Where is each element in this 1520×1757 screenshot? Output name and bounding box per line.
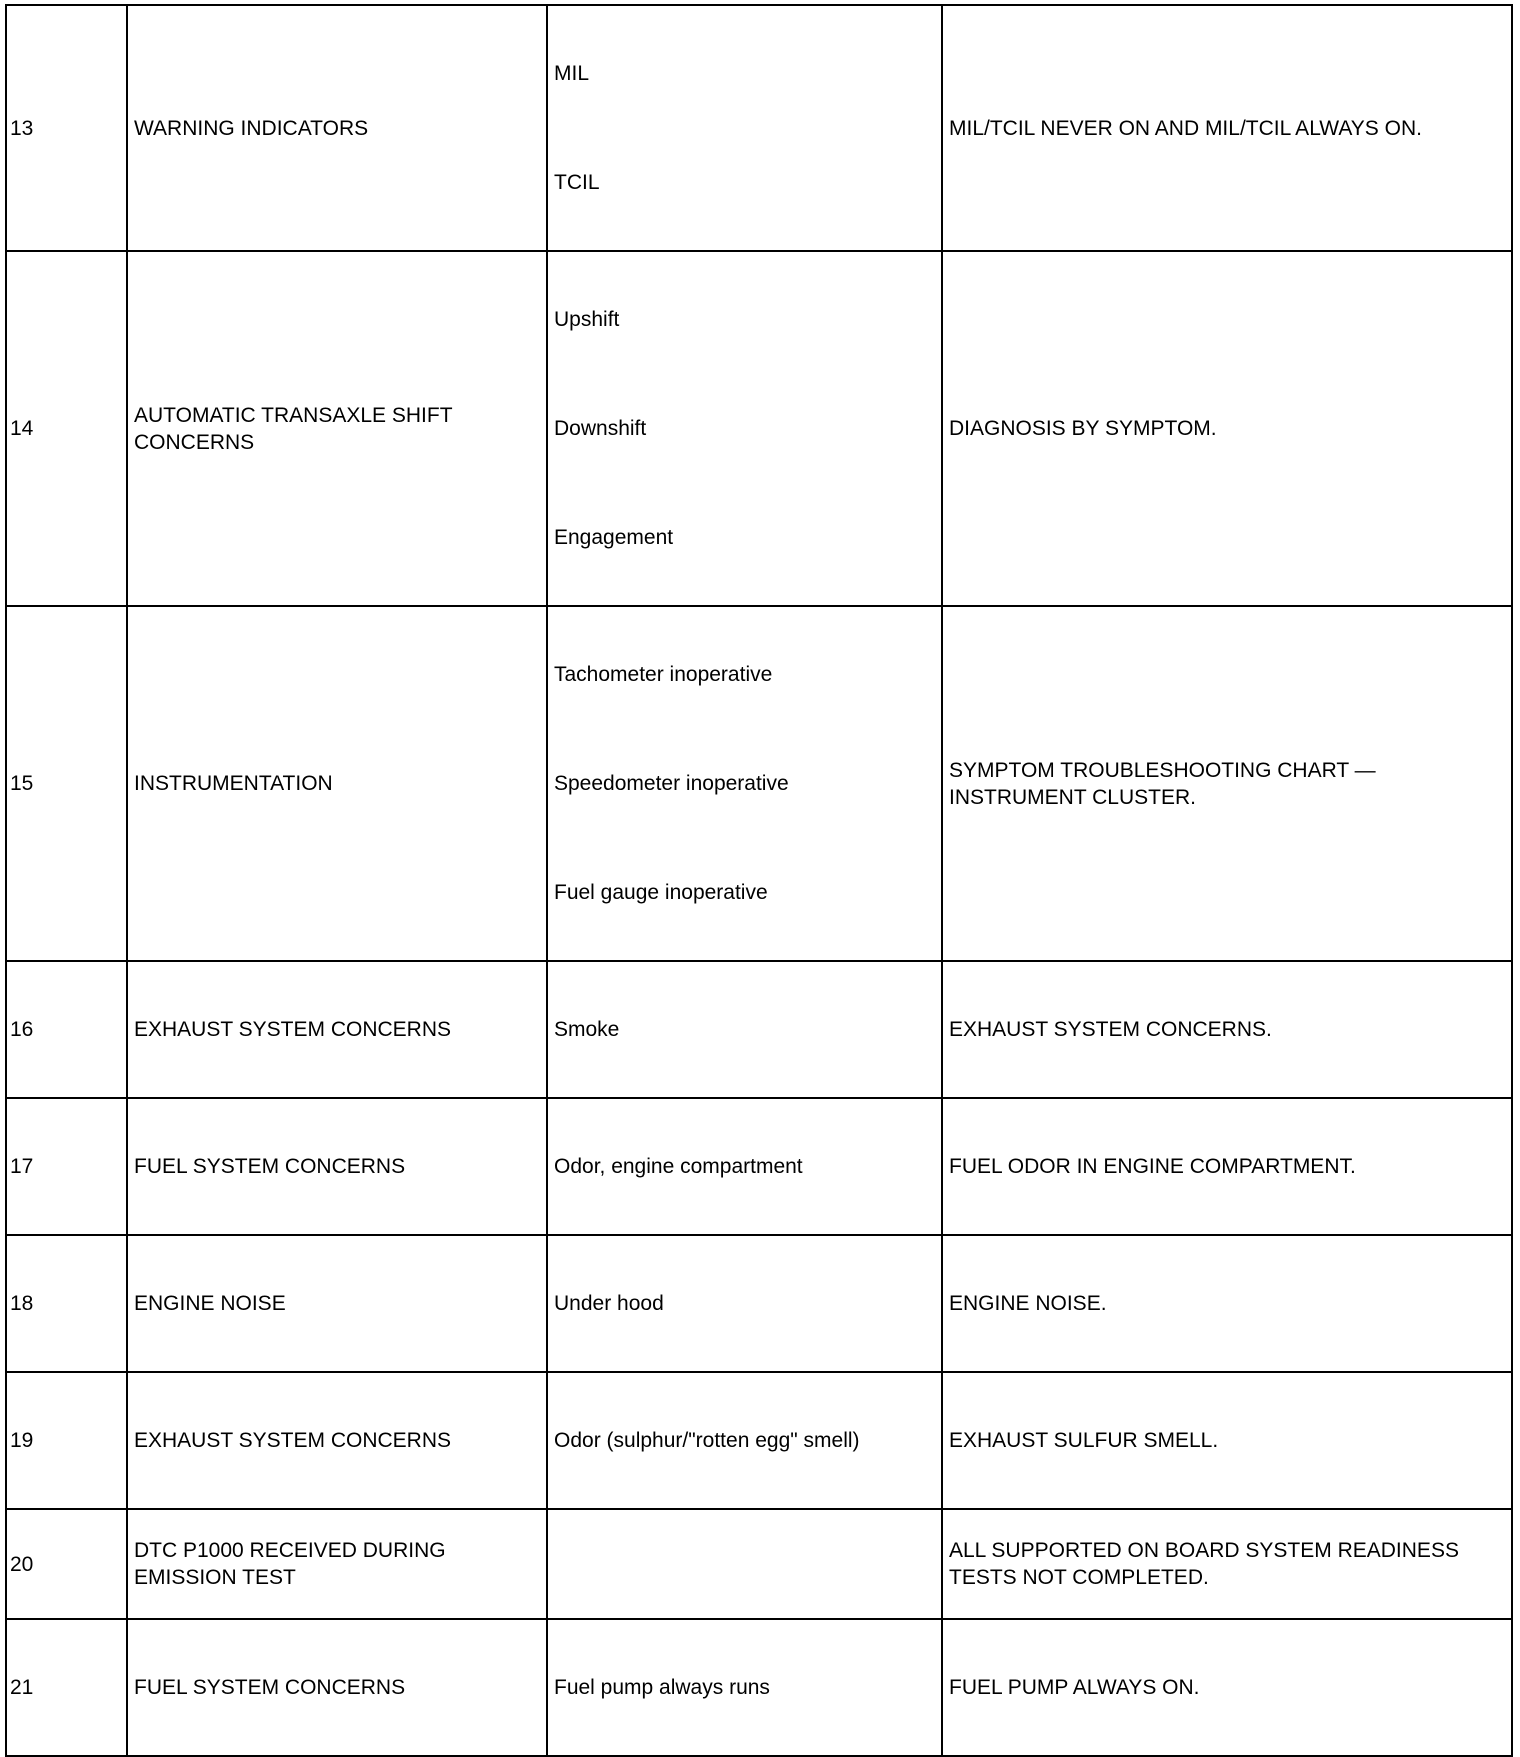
reference-cell: MIL/TCIL NEVER ON AND MIL/TCIL ALWAYS ON.	[942, 5, 1512, 251]
symptom-table-wrapper	[5, 4, 1513, 1757]
row-number: 15	[6, 606, 127, 961]
symptom-cell	[547, 1098, 942, 1235]
symptom-text: MIL	[554, 62, 590, 85]
table-row	[6, 1235, 1512, 1372]
system-cell: WARNING INDICATORS	[127, 5, 547, 251]
system-cell: EXHAUST SYSTEM CONCERNS	[127, 1372, 547, 1509]
reference-cell: FUEL ODOR IN ENGINE COMPARTMENT.	[942, 1098, 1512, 1235]
system-cell: FUEL SYSTEM CONCERNS	[127, 1619, 547, 1756]
symptom-text: Upshift	[554, 308, 620, 331]
row-number: 16	[6, 961, 127, 1098]
symptom-text: Odor (sulphur/"rotten egg" smell)	[554, 1429, 860, 1452]
symptom-cell	[547, 1619, 942, 1756]
table-row	[6, 1098, 1512, 1235]
symptom-text: Fuel gauge inoperative	[554, 881, 768, 904]
system-cell: EXHAUST SYSTEM CONCERNS	[127, 961, 547, 1098]
reference-cell: EXHAUST SULFUR SMELL.	[942, 1372, 1512, 1509]
reference-cell: FUEL PUMP ALWAYS ON.	[942, 1619, 1512, 1756]
symptom-cell	[547, 606, 942, 961]
table-row	[6, 1509, 1512, 1619]
reference-cell: ALL SUPPORTED ON BOARD SYSTEM READINESS TESTS NOT COMPLETED.	[942, 1509, 1512, 1619]
symptom-text: Downshift	[554, 417, 647, 440]
row-number: 19	[6, 1372, 127, 1509]
system-cell: AUTOMATIC TRANSAXLE SHIFT CONCERNS	[127, 251, 547, 606]
reference-cell: SYMPTOM TROUBLESHOOTING CHART — INSTRUMENT CLUSTER.	[942, 606, 1512, 961]
table-row	[6, 1372, 1512, 1509]
system-cell: DTC P1000 RECEIVED DURING EMISSION TEST	[127, 1509, 547, 1619]
symptom-cell	[547, 5, 942, 251]
symptom-cell	[547, 1372, 942, 1509]
row-number: 20	[6, 1509, 127, 1619]
symptom-text: TCIL	[554, 171, 600, 194]
symptom-table-body	[6, 5, 1512, 1756]
symptom-text: Under hood	[554, 1292, 664, 1315]
row-number: 17	[6, 1098, 127, 1235]
symptom-cell	[547, 961, 942, 1098]
symptom-cell	[547, 1509, 942, 1619]
symptom-cell	[547, 251, 942, 606]
symptom-text: Tachometer inoperative	[554, 663, 773, 686]
system-cell: FUEL SYSTEM CONCERNS	[127, 1098, 547, 1235]
row-number: 18	[6, 1235, 127, 1372]
row-number: 13	[6, 5, 127, 251]
table-row	[6, 961, 1512, 1098]
symptom-text: Speedometer inoperative	[554, 772, 789, 795]
symptom-table	[5, 4, 1513, 1757]
symptom-text: Fuel pump always runs	[554, 1676, 770, 1699]
table-row	[6, 1619, 1512, 1756]
reference-cell: EXHAUST SYSTEM CONCERNS.	[942, 961, 1512, 1098]
reference-cell: ENGINE NOISE.	[942, 1235, 1512, 1372]
table-row	[6, 5, 1512, 251]
reference-cell: DIAGNOSIS BY SYMPTOM.	[942, 251, 1512, 606]
system-cell: ENGINE NOISE	[127, 1235, 547, 1372]
symptom-text: Smoke	[554, 1018, 620, 1041]
system-cell: INSTRUMENTATION	[127, 606, 547, 961]
symptom-cell	[547, 1235, 942, 1372]
table-row	[6, 606, 1512, 961]
row-number: 21	[6, 1619, 127, 1756]
table-row	[6, 251, 1512, 606]
row-number: 14	[6, 251, 127, 606]
symptom-text: Odor, engine compartment	[554, 1155, 803, 1178]
symptom-text: Engagement	[554, 526, 674, 549]
